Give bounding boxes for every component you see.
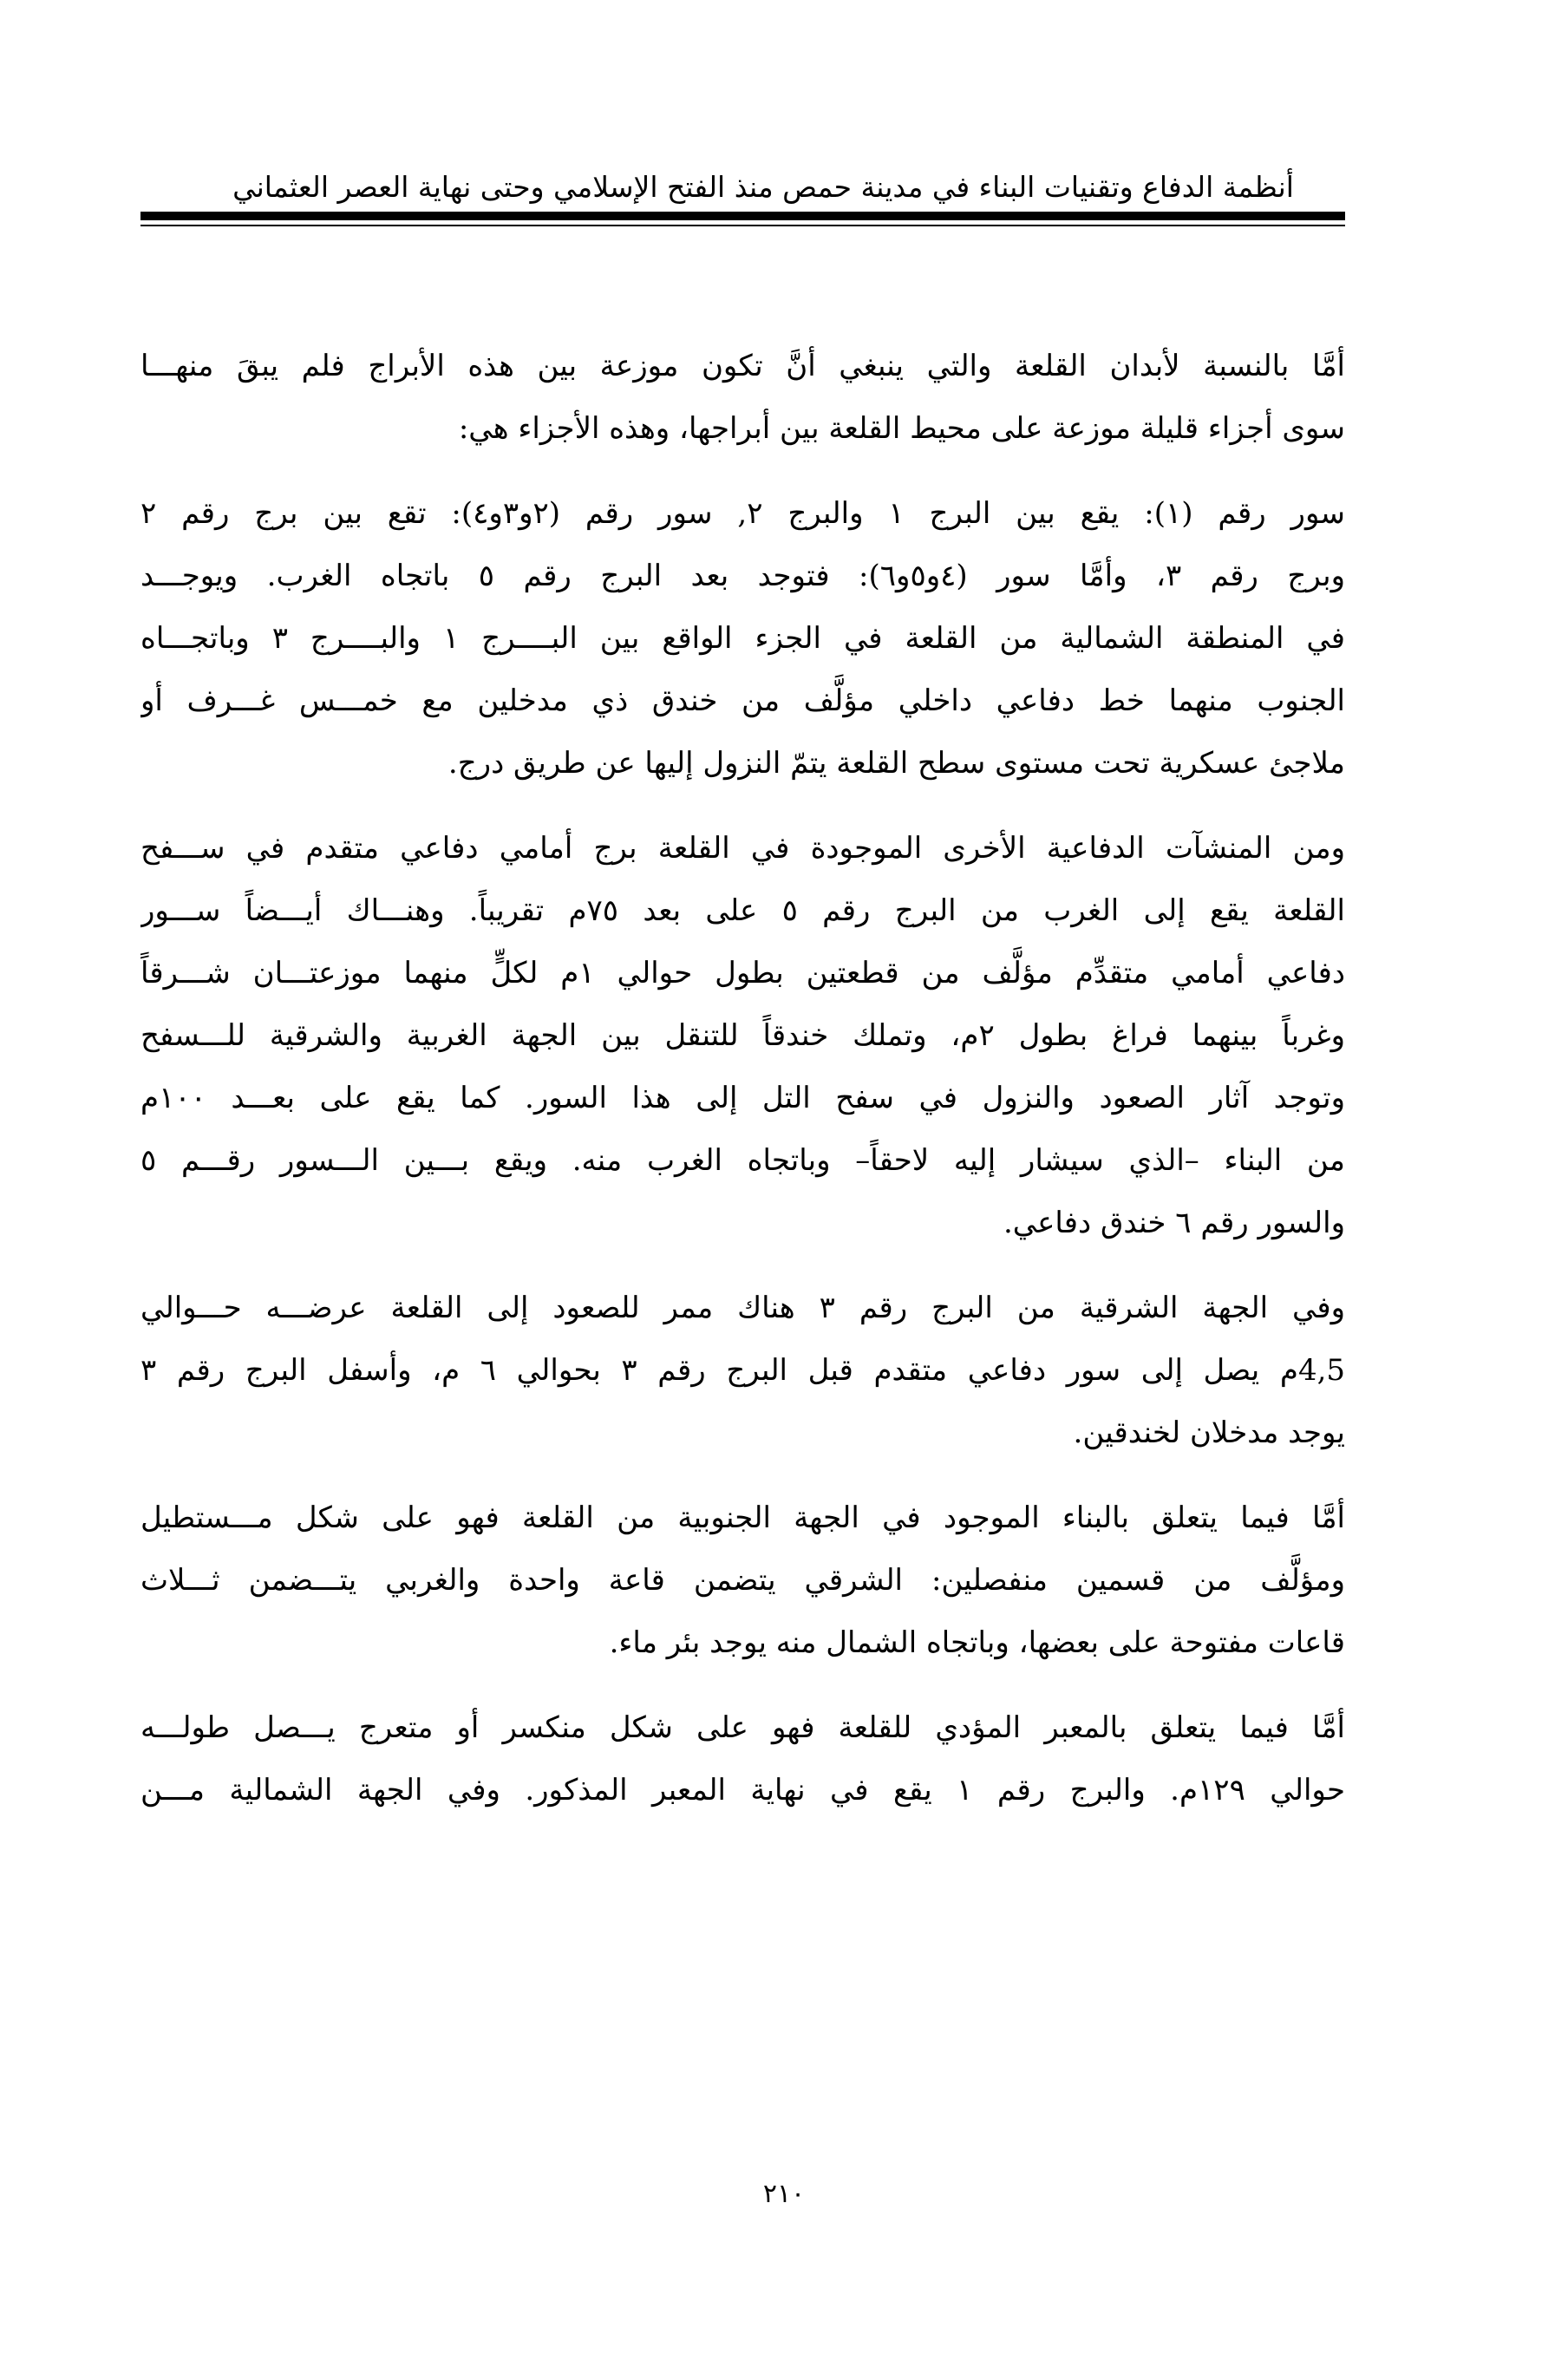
text-line: وبرج رقم ٣، وأمَّا سور (٤و٥و٦): فتوجد بعد البرج رقم ٥ باتجاه الغرب. ويوجـــد <box>140 559 1345 593</box>
paragraph-wall-sections <box>140 482 1345 794</box>
text-line: وغرباً بينهما فراغ بطول ٢م، وتملك خندقاً للتنقل بين الجهة الغربية والشرقية للـــسفح <box>140 1018 1345 1053</box>
body-text <box>140 335 1345 1844</box>
text-line: قاعات مفتوحة على بعضها، وباتجاه الشمال منه يوجد بئر ماء. <box>609 1625 1345 1660</box>
text-line: يوجد مدخلان لخندقين. <box>1073 1415 1345 1450</box>
text-line: أمَّا فيما يتعلق بالبناء الموجود في الجهة الجنوبية من القلعة فهو على شكل مـــستطيل <box>140 1500 1345 1535</box>
paragraph-southern-building <box>140 1487 1345 1674</box>
text-line: من البناء –الذي سيشار إليه لاحقاً– وباتجاه الغرب منه. ويقع بـــين الـــسور رقـــم ٥ <box>140 1143 1345 1178</box>
text-line: وفي الجهة الشرقية من البرج رقم ٣ هناك ممر للصعود إلى القلعة عرضـــه حـــوالي <box>140 1291 1345 1325</box>
header-rule-thick <box>140 212 1345 220</box>
text-line: أمَّا فيما يتعلق بالمعبر المؤدي للقلعة فهو على شكل منكسر أو متعرج يـــصل طولـــه <box>140 1710 1345 1745</box>
text-line: ملاجئ عسكرية تحت مستوى سطح القلعة يتمّ النزول إليها عن طريق درج. <box>448 746 1345 781</box>
text-line: أمَّا بالنسبة لأبدان القلعة والتي ينبغي أنَّ تكون موزعة بين هذه الأبراج فلم يبقَ منهـــا <box>140 349 1345 383</box>
text-line: وتوجد آثار الصعود والنزول في سفح التل إلى هذا السور. كما يقع على بعـــد ١٠٠م <box>140 1081 1345 1115</box>
paragraph-access-passage <box>140 1696 1345 1821</box>
paragraph-eastern-side <box>140 1277 1345 1464</box>
text-line: دفاعي أمامي متقدِّم مؤلَّف من قطعتين بطول حوالي ١م لكلٍّ منهما موزعتـــان شـــرقاً <box>140 956 1345 990</box>
text-line: ومن المنشآت الدفاعية الأخرى الموجودة في القلعة برج أمامي دفاعي متقدم في ســـفح <box>140 831 1345 866</box>
text-line: ومؤلَّف من قسمين منفصلين: الشرقي يتضمن قاعة واحدة والغربي يتـــضمن ثـــلاث <box>140 1563 1345 1598</box>
text-line: والسور رقم ٦ خندق دفاعي. <box>1003 1206 1345 1240</box>
header-rule-thin <box>140 225 1345 226</box>
paragraph-outer-defenses <box>140 817 1345 1254</box>
text-line: في المنطقة الشمالية من القلعة في الجزء الواقع بين البــــرج ١ والبــــرج ٣ وباتجـــاه <box>140 621 1345 656</box>
running-header: أنظمة الدفاع وتقنيات البناء في مدينة حمص منذ الفتح الإسلامي وحتى نهاية العصر العثماني <box>232 170 1294 204</box>
text-line: سوى أجزاء قليلة موزعة على محيط القلعة بين أبراجها، وهذه الأجزاء هي: <box>458 411 1345 446</box>
text-line: الجنوب منهما خط دفاعي داخلي مؤلَّف من خندق ذي مدخلين مع خمـــس غـــرف أو <box>140 683 1345 718</box>
text-line: سور رقم (١): يقع بين البرج ١ والبرج ٢, سور رقم (٢و٣و٤): تقع بين برج رقم ٢ <box>140 496 1345 531</box>
text-line: حوالي ١٢٩م. والبرج رقم ١ يقع في نهاية المعبر المذكور. وفي الجهة الشمالية مـــن <box>140 1773 1345 1808</box>
text-line: 4,5م يصل إلى سور دفاعي متقدم قبل البرج رقم ٣ بحوالي ٦ م، وأسفل البرج رقم ٣ <box>140 1353 1345 1388</box>
text-line: القلعة يقع إلى الغرب من البرج رقم ٥ على بعد ٧٥م تقريباً. وهنـــاك أيـــضاً ســـور <box>140 893 1345 928</box>
paragraph-curtain-walls <box>140 335 1345 460</box>
page-number: ٢١٠ <box>762 2179 806 2209</box>
